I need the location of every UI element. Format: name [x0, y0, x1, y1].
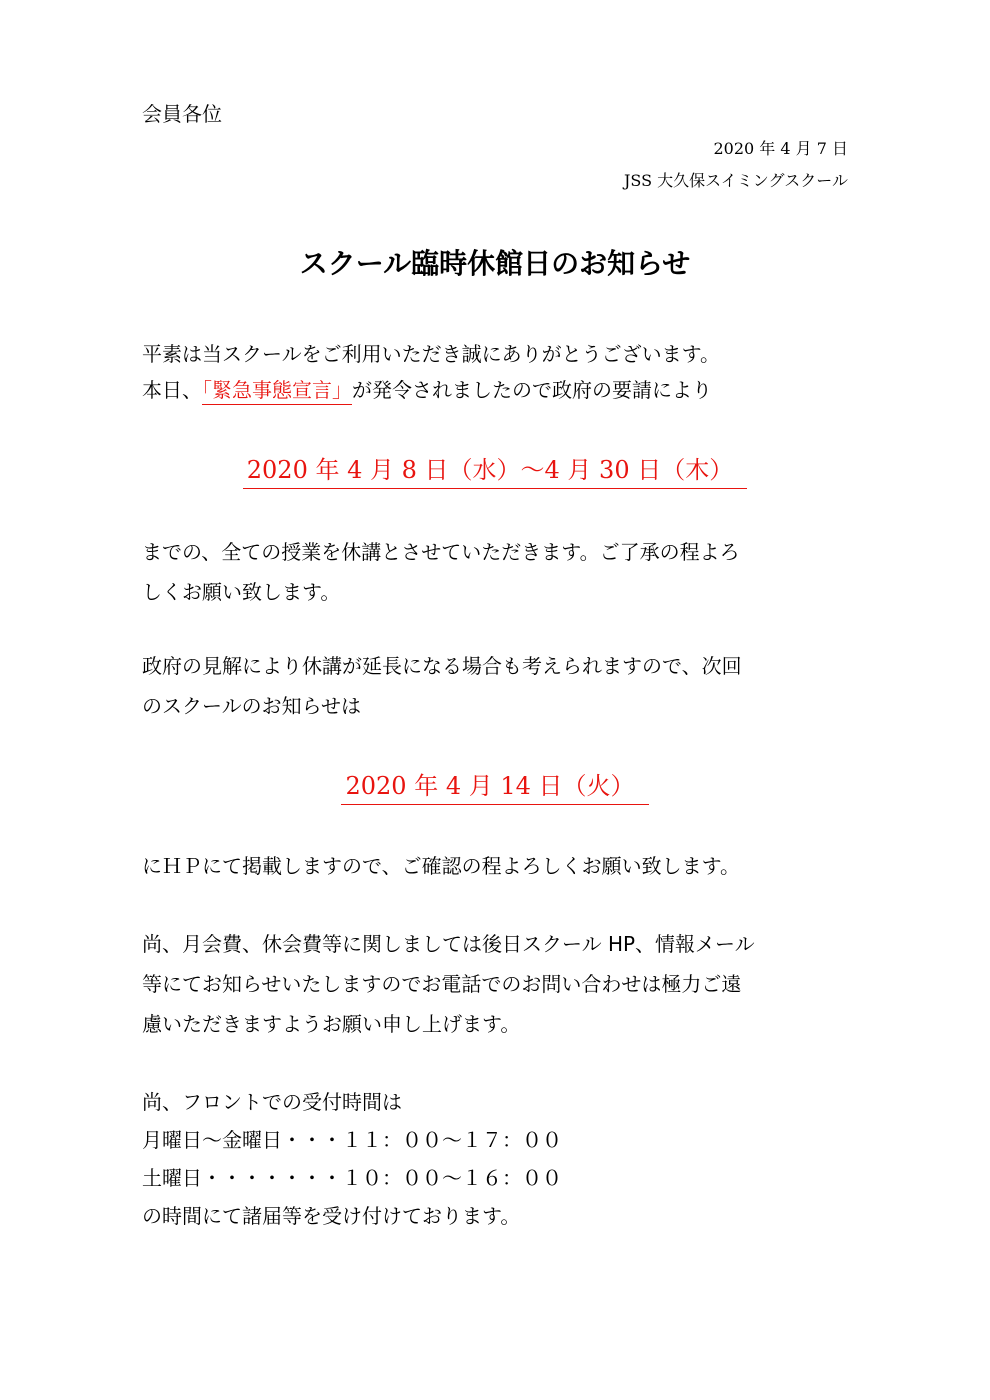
- fees-line-2: 等にてお知らせいたしますのでお電話でのお問い合わせは極力ご遠: [142, 972, 742, 996]
- fees-line-1: 尚、月会費、休会費等に関しましては後日スクール HP、情報メール: [142, 932, 755, 956]
- greeting-line: 平素は当スクールをご利用いただき誠にありがとうございます。: [142, 342, 720, 366]
- hp-notice-line: にＨＰにて掲載しますので、ご確認の程よろしくお願い致します。: [142, 854, 740, 878]
- saturday-hours: 土曜日・・・・・・・１０：００～１６：００: [142, 1166, 562, 1190]
- sender-name: JSS 大久保スイミングスクール: [623, 171, 848, 190]
- reception-closing: の時間にて諸届等を受け付けております。: [142, 1204, 521, 1228]
- fees-line-3: 慮いただきますようお願い申し上げます。: [142, 1012, 521, 1036]
- reception-intro: 尚、フロントでの受付時間は: [142, 1090, 402, 1114]
- addressee: 会員各位: [142, 102, 222, 126]
- next-notice-date-text: 2020 年 4 月 14 日（火）: [341, 772, 648, 805]
- declaration-line: [142, 376, 712, 404]
- issue-date: 2020 年 4 月 7 日: [713, 139, 848, 158]
- next-notice-date: [0, 770, 990, 802]
- extension-line-1: 政府の見解により休講が延長になる場合も考えられますので、次回: [142, 654, 742, 678]
- extension-line-2: のスクールのお知らせは: [142, 694, 361, 718]
- declaration-suffix: が発令されましたので政府の要請により: [352, 378, 712, 402]
- cancellation-line-1: までの、全ての授業を休講とさせていただきます。ご了承の程よろ: [142, 540, 740, 564]
- closure-period-text: 2020 年 4 月 8 日（水）～4 月 30 日（木）: [243, 456, 747, 489]
- emergency-declaration-highlight: 「緊急事態宣言」: [202, 378, 352, 405]
- closure-period: [0, 454, 990, 486]
- page-title: スクール臨時休館日のお知らせ: [299, 247, 691, 280]
- cancellation-line-2: しくお願い致します。: [142, 580, 341, 604]
- weekday-hours: 月曜日～金曜日・・・１１：００～１７：００: [142, 1128, 562, 1152]
- declaration-prefix: 本日、: [142, 378, 202, 402]
